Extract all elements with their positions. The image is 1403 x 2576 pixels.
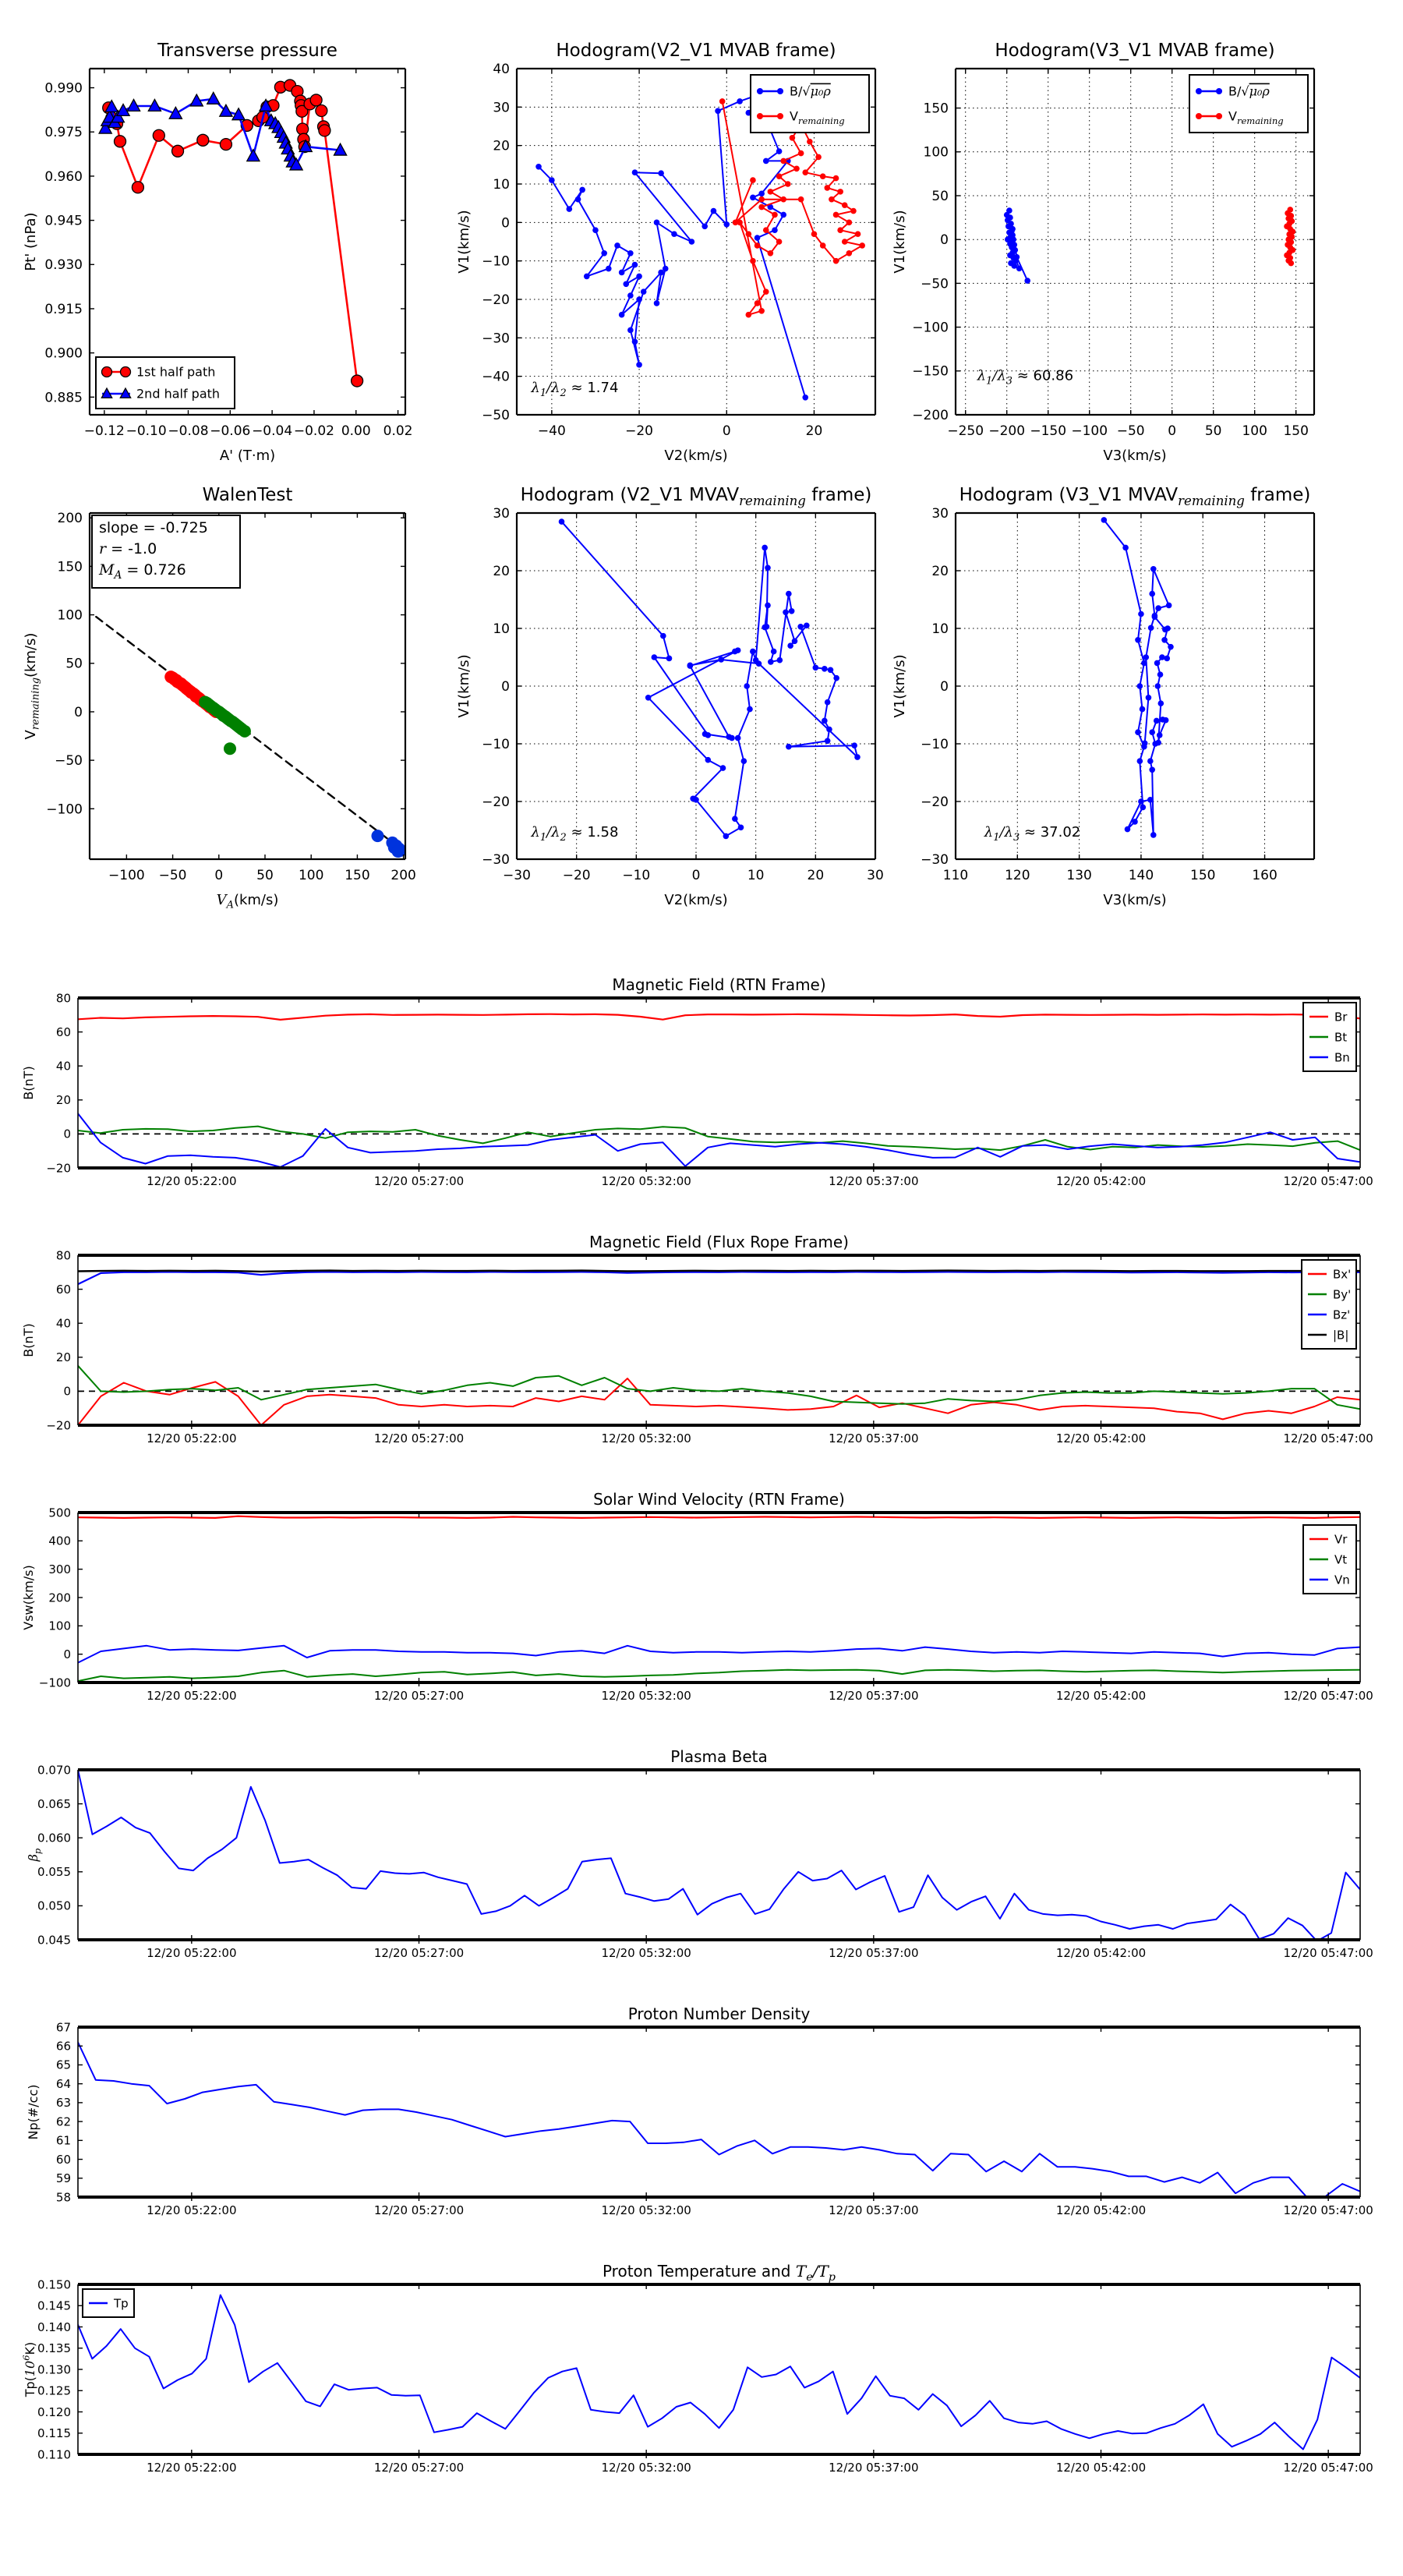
plot-title: WalenTest [202,485,293,505]
x-tick-label: −0.12 [83,423,125,439]
legend [83,2289,134,2317]
y-tick-label: −50 [482,407,510,423]
y-tick-label: 0.975 [44,125,83,141]
series-Vr [78,1516,1360,1518]
series-Tp [78,2295,1360,2450]
y-axis-label: V1(km/s) [892,654,908,718]
annotation: $\lambda_1/\lambda_2 \approx 1.58$ [531,824,619,844]
x-tick-label: 12/20 05:22:00 [147,1946,237,1960]
x-tick-label: 12/20 05:47:00 [1283,1431,1373,1445]
series-walen-blue-cluster [371,830,407,858]
y-tick-label: −50 [55,753,83,770]
plot-title: Hodogram(V2_V1 MVAB frame) [556,41,836,61]
axis-ticks [78,2284,1360,2458]
legend-label: Vt [1334,1552,1348,1567]
legend-label: By' [1333,1287,1352,1302]
y-tick-label: −10 [921,736,949,752]
y-tick-label: 0.135 [37,2341,71,2355]
x-tick-label: −20 [562,868,591,883]
x-tick-label: −0.04 [252,423,293,439]
y-tick-label: 200 [57,511,83,527]
x-tick-label: 12/20 05:32:00 [601,1431,691,1445]
y-tick-label: 0 [940,678,949,695]
x-tick-label: −0.06 [210,423,251,439]
y-tick-label: 66 [55,2039,71,2054]
series-walen-fit-line [96,617,408,855]
x-tick-label: 12/20 05:22:00 [147,1689,237,1703]
legend-label: Vn [1334,1573,1350,1587]
x-tick-label: −150 [1030,423,1067,439]
x-tick-label: 110 [942,868,969,883]
series-Vt [78,1670,1360,1682]
x-tick-label: 12/20 05:42:00 [1055,1174,1147,1188]
grid [517,513,875,859]
y-tick-label: 20 [55,1093,71,1108]
x-tick-label: 150 [1190,868,1216,883]
legend [751,75,869,133]
plot-title: Hodogram(V3_V1 MVAB frame) [995,41,1275,61]
y-tick-label: −20 [46,1161,71,1176]
y-tick-label: 0 [74,704,83,720]
y-axis-label: $V_{remaining}(km/s)$ [23,632,42,740]
plot-title: Magnetic Field (Flux Rope Frame) [589,1233,849,1251]
x-tick-label: −100 [1071,423,1108,439]
x-tick-label: −200 [988,423,1026,439]
plot-p12 [21,2262,1373,2475]
x-tick-label: −10 [622,868,651,883]
y-tick-label: 58 [55,2190,71,2205]
y-axis-label: $\beta_p$ [26,1848,44,1862]
x-tick-label: 50 [1204,423,1222,439]
x-tick-label: −250 [947,423,984,439]
stats-box [92,515,240,588]
y-tick-label: 30 [931,505,949,522]
x-tick-label: 12/20 05:22:00 [147,2203,237,2217]
y-tick-label: 20 [55,1350,71,1365]
series-Br [78,1014,1360,1020]
plot-p4 [23,485,416,911]
x-tick-label: 20 [807,868,825,883]
legend [1303,1003,1356,1071]
x-tick-label: 30 [867,868,884,883]
plot-title: Proton Number Density [627,2005,811,2023]
y-axis-label: Pt' (nPa) [23,212,39,271]
series-Bx-prime [78,1378,1360,1425]
axes-spines [78,2027,1360,2197]
x-tick-label: 150 [1283,423,1309,439]
y-tick-label: 0.140 [37,2319,71,2334]
x-tick-label: 12/20 05:42:00 [1055,1946,1147,1960]
y-tick-label: 0.110 [37,2447,71,2462]
y-tick-label: 61 [55,2133,71,2148]
x-tick-label: 12/20 05:42:00 [1055,2203,1147,2217]
y-tick-label: 0 [501,678,510,695]
y-tick-label: −20 [482,794,510,810]
y-tick-label: 0.885 [44,390,83,406]
legend-label: B/√μ₀ρ [1228,83,1270,99]
axis-ticks [78,2027,1360,2201]
series-Np [78,2042,1360,2197]
grid [956,513,1314,859]
series-V-hodogram [559,518,861,839]
plot-title: Hodogram (V2_V1 $MVAV_{remaining}$ frame) [520,485,872,508]
y-tick-label: 0.045 [37,1933,71,1948]
x-tick-label: 12/20 05:27:00 [373,1689,465,1703]
x-tick-label: 12/20 05:37:00 [829,1946,919,1960]
legend-label: Vr [1334,1532,1348,1547]
series-first-half-path [103,80,363,387]
y-tick-label: 300 [48,1562,71,1576]
y-tick-label: 50 [931,188,949,204]
series-walen-green-cluster [199,696,251,755]
axis-ticks [78,1770,1360,1944]
y-tick-label: 0.145 [37,2298,71,2313]
y-tick-label: 10 [931,621,949,637]
plot-title: Solar Wind Velocity (RTN Frame) [593,1490,845,1509]
x-tick-label: −50 [158,868,187,883]
x-tick-label: 12/20 05:37:00 [829,1174,919,1188]
y-tick-label: 0.115 [37,2426,71,2440]
x-tick-label: 100 [298,868,324,883]
legend-label: B/√μ₀ρ [790,83,831,99]
y-axis-label: V1(km/s) [456,654,472,718]
plot-p1 [23,41,413,464]
y-tick-label: 60 [55,1282,71,1297]
y-tick-label: 67 [55,2020,71,2035]
y-tick-label: −10 [482,253,510,270]
plot-title: Proton Temperature and $T_e/T_p$ [602,2262,836,2284]
x-tick-label: 12/20 05:22:00 [147,1431,237,1445]
y-axis-label: V1(km/s) [456,210,472,274]
y-axis-label: V1(km/s) [892,210,908,274]
stats-line: r = -1.0 [99,540,157,557]
x-tick-label: 10 [747,868,765,883]
y-tick-label: 0.055 [37,1865,71,1880]
x-tick-label: 12/20 05:27:00 [373,1946,465,1960]
legend-label: $V_{remaining}$ [790,108,845,126]
y-tick-label: 60 [55,2152,71,2167]
y-tick-label: 0 [63,1384,71,1399]
legend-label: Bt [1334,1030,1348,1045]
y-tick-label: 0.960 [44,168,83,185]
plot-p7 [21,975,1373,1188]
y-tick-label: 100 [57,607,83,624]
y-tick-label: 100 [48,1619,71,1633]
y-tick-label: −30 [482,331,510,347]
x-tick-label: 50 [256,868,274,883]
legend-label: Tp [114,2296,129,2311]
series-B-hodogram [1004,207,1030,284]
y-tick-label: −30 [921,851,949,868]
x-tick-label: −30 [503,868,531,883]
series-B-magnitude [78,1271,1360,1272]
legend [96,357,235,409]
x-axis-label: V2(km/s) [664,892,728,908]
x-tick-label: 100 [1242,423,1267,439]
x-tick-label: 0 [691,868,701,883]
y-axis-label: Np(#/cc) [26,2084,41,2140]
y-tick-label: −100 [46,801,83,818]
x-tick-label: 12/20 05:32:00 [601,1174,691,1188]
y-tick-label: −20 [482,292,510,308]
axes-spines [78,1770,1360,1940]
y-tick-label: 0 [940,232,949,249]
y-tick-label: −20 [921,794,949,810]
y-tick-label: 0.070 [37,1763,71,1778]
legend [1303,1525,1356,1594]
legend-label: Br [1334,1010,1348,1024]
x-tick-label: 0.02 [383,423,413,439]
stats-line: $M_A = 0.726$ [99,561,186,582]
x-tick-label: 160 [1252,868,1278,883]
y-tick-label: 0.990 [44,80,83,97]
y-tick-label: 50 [65,656,83,672]
series-V-hodogram [1101,517,1174,838]
series-V-hodogram [1284,207,1295,266]
y-tick-label: 400 [48,1534,71,1548]
x-tick-label: 12/20 05:32:00 [601,1946,691,1960]
x-tick-label: 12/20 05:37:00 [829,2461,919,2475]
x-tick-label: 0 [1168,423,1177,439]
annotation: $\lambda_1/\lambda_2 \approx 1.74$ [531,380,619,399]
y-axis-label: B(nT) [21,1066,36,1100]
legend-label: |B| [1333,1328,1349,1343]
y-tick-label: −100 [912,320,949,336]
y-tick-label: 0.050 [37,1898,71,1913]
y-tick-label: 0.130 [37,2362,71,2377]
y-tick-label: 0 [63,1127,71,1141]
x-tick-label: 12/20 05:32:00 [601,2461,691,2475]
x-axis-label: V3(km/s) [1103,448,1167,464]
plot-p8 [21,1233,1373,1445]
y-tick-label: 60 [55,1024,71,1039]
x-tick-label: 12/20 05:27:00 [373,1431,465,1445]
axes-spines [78,1255,1360,1425]
x-tick-label: −20 [625,423,654,439]
y-tick-label: 0.120 [37,2404,71,2419]
y-tick-label: 30 [493,100,510,116]
legend-label: Bx' [1333,1267,1352,1282]
y-tick-label: 20 [493,138,510,154]
y-tick-label: 40 [493,61,510,77]
x-tick-label: 12/20 05:22:00 [147,1174,237,1188]
axis-ticks [78,1513,1360,1686]
y-tick-label: 63 [55,2096,71,2111]
x-tick-label: 12/20 05:47:00 [1283,1174,1373,1188]
plot-p11 [26,2005,1373,2217]
axes-spines [78,2284,1360,2454]
plot-p9 [21,1490,1373,1703]
y-tick-label: 0.065 [37,1796,71,1811]
legend-label: 1st half path [136,364,216,380]
y-tick-label: 150 [57,559,83,575]
series-Bz-prime [78,1272,1360,1284]
x-tick-label: 0 [214,868,224,883]
x-tick-label: 12/20 05:27:00 [373,2461,465,2475]
y-tick-label: 10 [493,621,510,637]
y-tick-label: 0.945 [44,213,83,229]
axes-spines [78,998,1360,1168]
y-tick-label: 0.125 [37,2383,71,2398]
x-tick-label: 12/20 05:37:00 [829,1431,919,1445]
x-axis-label: $V_A(km/s)$ [216,892,279,911]
x-tick-label: 12/20 05:47:00 [1283,2203,1373,2217]
x-tick-label: 12/20 05:47:00 [1283,1689,1373,1703]
y-tick-label: 0.060 [37,1831,71,1845]
y-tick-label: −40 [482,369,510,385]
y-tick-label: 30 [493,505,510,522]
axis-ticks [78,1255,1360,1429]
series-By-prime [78,1366,1360,1410]
x-tick-label: −100 [108,868,145,883]
x-tick-label: 12/20 05:37:00 [829,1689,919,1703]
x-axis-label: V3(km/s) [1103,892,1167,908]
series-beta-p [78,1770,1360,1941]
x-tick-label: 12/20 05:47:00 [1283,1946,1373,1960]
x-axis-label: A' (T·m) [219,448,276,464]
y-tick-label: 100 [923,144,949,161]
y-tick-label: 59 [55,2171,71,2186]
series-Bn [78,1113,1360,1167]
x-tick-label: −50 [1116,423,1145,439]
annotation: $\lambda_1/\lambda_3 \approx 37.02$ [984,824,1081,844]
legend-label: $V_{remaining}$ [1228,108,1284,126]
plot-title: Hodogram (V3_V1 $MVAV_{remaining}$ frame) [959,485,1311,508]
x-tick-label: 140 [1128,868,1154,883]
x-tick-label: 12/20 05:27:00 [373,1174,465,1188]
y-axis-label: B(nT) [21,1323,36,1357]
x-tick-label: 12/20 05:42:00 [1055,1431,1147,1445]
series-Vn [78,1646,1360,1663]
x-tick-label: 12/20 05:32:00 [601,1689,691,1703]
x-tick-label: 150 [345,868,370,883]
x-tick-label: −0.02 [293,423,334,439]
legend-label: Bn [1334,1050,1350,1065]
y-tick-label: 0.900 [44,345,83,362]
y-tick-label: −200 [912,407,949,423]
axes-spines [78,1513,1360,1683]
y-axis-label: Vsw(km/s) [21,1565,36,1630]
x-tick-label: 200 [391,868,416,883]
plot-title: Plasma Beta [670,1747,768,1766]
y-tick-label: 64 [55,2076,71,2091]
y-tick-label: 0.150 [37,2277,71,2292]
y-tick-label: 20 [493,563,510,579]
y-tick-label: 0.930 [44,257,83,274]
x-tick-label: 20 [805,423,823,439]
x-tick-label: 12/20 05:42:00 [1055,1689,1147,1703]
y-tick-label: 150 [923,101,949,117]
x-tick-label: −0.08 [168,423,209,439]
y-tick-label: 40 [55,1059,71,1074]
x-tick-label: 120 [1005,868,1030,883]
y-tick-label: 80 [55,1248,71,1263]
y-tick-label: 200 [48,1591,71,1605]
stats-line: slope = -0.725 [99,519,208,536]
y-tick-label: −10 [482,736,510,752]
x-axis-label: V2(km/s) [664,448,728,464]
y-tick-label: 62 [55,2114,71,2129]
x-tick-label: 12/20 05:42:00 [1055,2461,1147,2475]
y-tick-label: 80 [55,991,71,1006]
plot-p2 [456,41,875,464]
y-tick-label: 10 [493,176,510,193]
y-tick-label: 0 [501,215,510,232]
y-tick-label: −150 [912,363,949,380]
y-tick-label: −30 [482,851,510,868]
plot-p6 [892,485,1314,908]
annotation: $\lambda_1/\lambda_3 \approx 60.86$ [977,367,1074,387]
plot-p10 [26,1747,1373,1960]
series-B-hodogram [535,90,808,400]
legend [1302,1260,1356,1349]
legend [1189,75,1308,133]
x-tick-label: 130 [1066,868,1092,883]
y-tick-label: −100 [38,1675,71,1690]
y-tick-label: −20 [46,1418,71,1433]
plot-p3 [892,41,1314,464]
y-tick-label: 20 [931,563,949,579]
legend-label: 2nd half path [136,386,221,402]
y-tick-label: −50 [921,276,949,292]
x-tick-label: 12/20 05:22:00 [147,2461,237,2475]
x-tick-label: 12/20 05:47:00 [1283,2461,1373,2475]
legend-label: Bz' [1333,1307,1351,1322]
x-tick-label: −0.10 [125,423,167,439]
y-tick-label: 65 [55,2058,71,2072]
x-tick-label: 12/20 05:27:00 [373,2203,465,2217]
y-tick-label: 500 [48,1506,71,1520]
x-tick-label: −40 [537,423,566,439]
x-tick-label: 0.00 [341,423,371,439]
y-tick-label: 0 [63,1647,71,1661]
x-tick-label: 12/20 05:37:00 [829,2203,919,2217]
x-tick-label: 0 [722,423,731,439]
y-axis-label: $Tp(10^6K)$ [20,2341,37,2397]
x-tick-label: 12/20 05:32:00 [601,2203,691,2217]
plot-title: Transverse pressure [157,41,337,61]
plot-title: Magnetic Field (RTN Frame) [612,975,826,994]
plot-p5 [456,485,884,908]
y-tick-label: 0.915 [44,301,83,317]
y-tick-label: 40 [55,1316,71,1331]
